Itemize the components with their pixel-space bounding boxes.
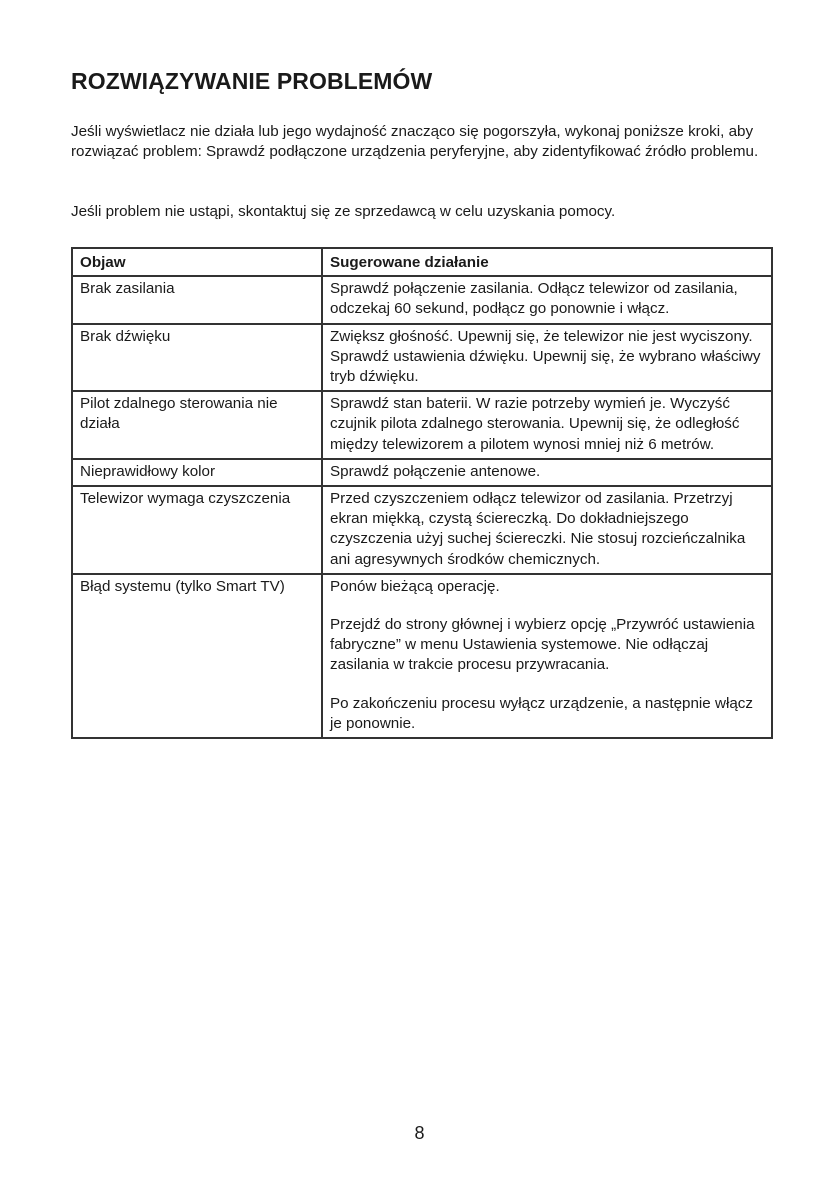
table-row <box>72 486 772 574</box>
symptom-cell: Błąd systemu (tylko Smart TV) <box>72 574 322 738</box>
table-header-row <box>72 248 772 276</box>
table-row <box>72 276 772 323</box>
table-row <box>72 324 772 392</box>
symptom-cell: Brak zasilania <box>72 276 322 323</box>
troubleshooting-table <box>71 247 773 739</box>
header-suggested-action: Sugerowane działanie <box>322 248 772 276</box>
action-cell <box>322 276 772 323</box>
header-symptom: Objaw <box>72 248 322 276</box>
action-text: Zwiększ głośność. Upewnij się, że telewizor nie jest wyciszony. Sprawdź ustawienia dźwięku. Upewnij się, że wybrano właściwy tryb dźwięku. <box>330 327 761 386</box>
action-text: Sprawdź połączenie zasilania. Odłącz telewizor od zasilania, odczekaj 60 sekund, podłącz go ponownie i włącz. <box>330 280 738 318</box>
table-row <box>72 391 772 459</box>
table-row <box>72 574 772 738</box>
action-cell <box>322 391 772 459</box>
action-text: Sprawdź stan baterii. W razie potrzeby wymień je. Wyczyść czujnik pilota zdalnego sterowania. Upewnij się, że odległość między telewizorem a pilotem wynosi mniej niż 6 metrów. <box>330 395 740 453</box>
table-row <box>72 459 772 486</box>
intro-paragraph: Jeśli wyświetlacz nie działa lub jego wydajność znacząco się pogorszyła, wykonaj poniższe kroki, aby rozwiązać problem: Sprawdź podłączone urządzenia peryferyjne, aby zidentyfikować źródło problemu. <box>71 123 759 160</box>
symptom-cell: Brak dźwięku <box>72 324 322 392</box>
action-text: Przed czyszczeniem odłącz telewizor od zasilania. Przetrzyj ekran miękką, czystą ściereczką. Do dokładniejszego czyszczenia użyj suchej ściereczki. Nie stosuj rozcieńczalnika ani agresywnych środków chemicznych. <box>330 490 746 568</box>
contact-paragraph: Jeśli problem nie ustąpi, skontaktuj się ze sprzedawcą w celu uzyskania pomocy. <box>71 203 616 220</box>
action-cell <box>322 459 772 486</box>
action-cell <box>322 574 772 738</box>
symptom-cell: Nieprawidłowy kolor <box>72 459 322 486</box>
action-cell <box>322 324 772 392</box>
action-text: Sprawdź połączenie antenowe. <box>330 462 541 480</box>
action-text: Po zakończeniu procesu wyłącz urządzenie, a następnie włącz je ponownie. <box>330 694 753 732</box>
page-number: 8 <box>414 1123 425 1143</box>
action-cell <box>322 486 772 574</box>
action-text: Ponów bieżącą operację. <box>330 577 500 595</box>
action-text: Przejdź do strony głównej i wybierz opcję „Przywróć ustawienia fabryczne” w menu Ustawienia systemowe. Nie odłączaj zasilania w trakcie procesu przywracania. <box>330 616 755 674</box>
page-title: ROZWIĄZYWANIE PROBLEMÓW <box>71 68 433 94</box>
symptom-cell: Pilot zdalnego sterowania nie działa <box>72 391 322 459</box>
symptom-cell: Telewizor wymaga czyszczenia <box>72 486 322 574</box>
